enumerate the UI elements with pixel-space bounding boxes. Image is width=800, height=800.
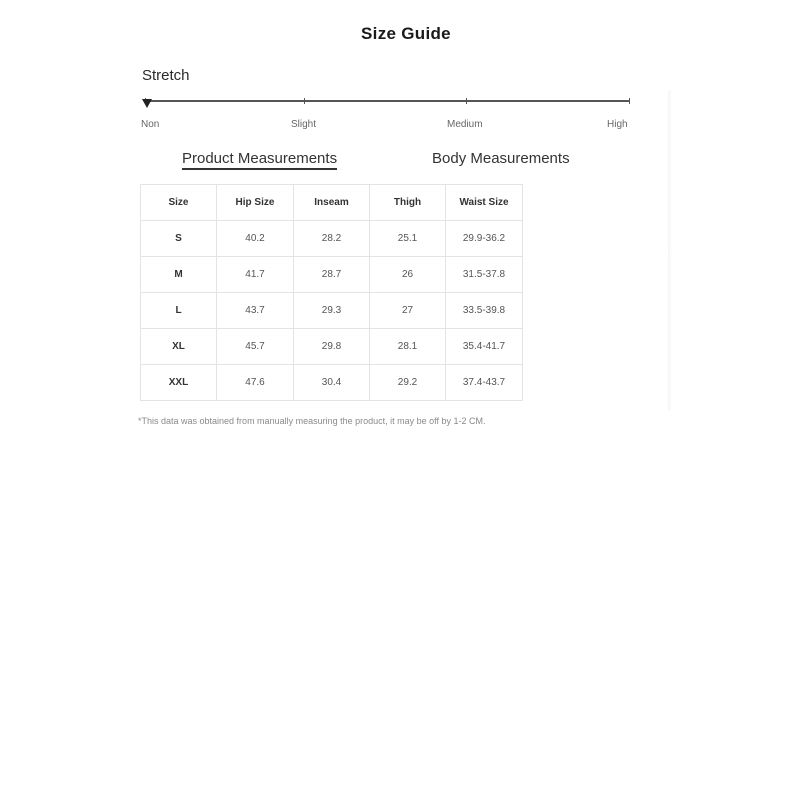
stretch-tick-medium [466,98,467,104]
page-title: Size Guide [361,24,451,43]
table-cell-size: S [141,221,217,257]
table-cell-size: XXL [141,365,217,401]
column-header-size: Size [141,185,217,221]
stretch-marker-icon [142,99,152,108]
table-cell-size: L [141,293,217,329]
panel-edge [668,90,672,410]
table-cell: 26 [370,257,446,293]
table-cell: 29.9-36.2 [446,221,523,257]
table-cell: 29.8 [294,329,370,365]
stretch-scale [145,100,630,102]
stretch-level-medium: Medium [447,119,483,130]
table-cell: 28.1 [370,329,446,365]
table-cell: 31.5-37.8 [446,257,523,293]
table-cell: 29.2 [370,365,446,401]
table-cell: 28.2 [294,221,370,257]
table-cell: 35.4-41.7 [446,329,523,365]
column-header-thigh: Thigh [370,185,446,221]
stretch-label: Stretch [142,67,190,84]
table-cell: 30.4 [294,365,370,401]
table-header-row [141,185,523,221]
table-row [141,257,523,293]
stretch-level-non: Non [141,119,160,130]
column-header-waist-size: Waist Size [446,185,523,221]
table-cell: 28.7 [294,257,370,293]
table-cell: 41.7 [217,257,294,293]
size-table [140,184,523,401]
table-cell-size: M [141,257,217,293]
table-cell: 47.6 [217,365,294,401]
tab-product-measurements[interactable]: Product Measurements [182,150,337,170]
table-cell: 40.2 [217,221,294,257]
table-row [141,329,523,365]
table-row [141,221,523,257]
table-cell: 27 [370,293,446,329]
stretch-level-slight: Slight [291,119,317,130]
measurement-disclaimer: *This data was obtained from manually measuring the product, it may be off by 1-2 CM. [138,416,486,426]
table-cell: 29.3 [294,293,370,329]
table-cell: 37.4-43.7 [446,365,523,401]
stretch-tick-high [629,98,630,104]
stretch-tick-slight [304,98,305,104]
table-cell: 43.7 [217,293,294,329]
table-cell-size: XL [141,329,217,365]
table-cell: 33.5-39.8 [446,293,523,329]
table-cell: 25.1 [370,221,446,257]
table-row [141,365,523,401]
table-cell: 45.7 [217,329,294,365]
column-header-hip-size: Hip Size [217,185,294,221]
tab-body-measurements[interactable]: Body Measurements [432,150,570,167]
column-header-inseam: Inseam [294,185,370,221]
table-row [141,293,523,329]
stretch-level-high: High [607,119,628,130]
